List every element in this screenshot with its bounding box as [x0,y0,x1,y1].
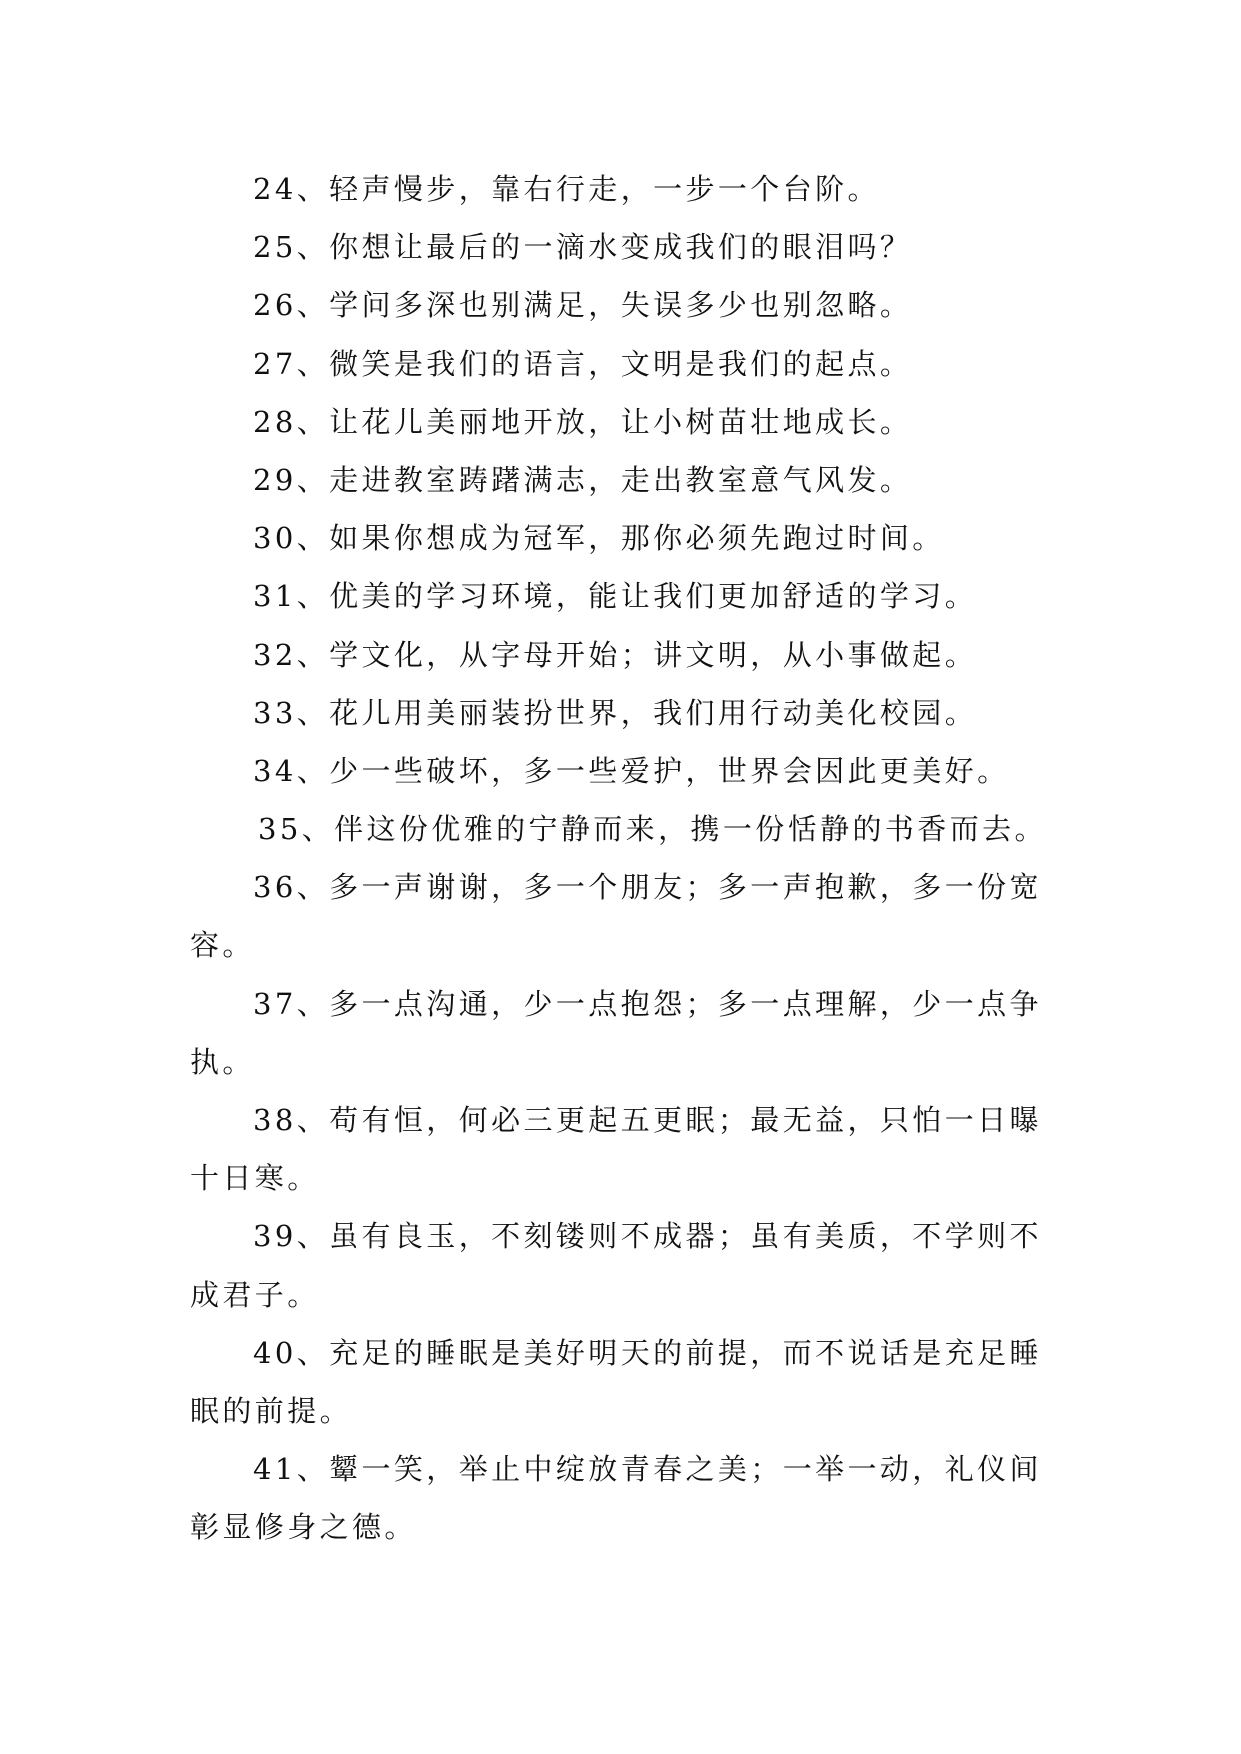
slogan-item-25: 25、你想让最后的一滴水变成我们的眼泪吗？ [253,230,913,265]
slogan-item-36-line-2: 容。 [190,928,255,963]
slogan-item-37-line-2: 执。 [190,1044,255,1079]
slogan-item-29: 29、走进教室踌躇满志，走出教室意气风发。 [253,462,913,497]
slogan-item-39-line-1: 39、虽有良玉，不刻镂则不成器；虽有美质，不学则不 [253,1219,1042,1254]
slogan-item-41-line-2: 彰显修身之德。 [190,1510,417,1545]
slogan-item-26: 26、学问多深也别满足，失误多少也别忽略。 [253,288,913,323]
slogan-item-24: 24、轻声慢步，靠右行走，一步一个台阶。 [253,172,880,206]
slogan-item-27: 27、微笑是我们的语言，文明是我们的起点。 [253,346,913,381]
slogan-item-39-line-2: 成君子。 [190,1277,320,1312]
slogan-item-33: 33、花儿用美丽装扮世界，我们用行动美化校园。 [253,695,978,730]
slogan-item-30: 30、如果你想成为冠军，那你必须先跑过时间。 [253,521,945,556]
slogan-item-38-line-1: 38、苟有恒，何必三更起五更眠；最无益，只怕一日曝 [253,1103,1042,1137]
slogan-item-36-line-1: 36、多一声谢谢，多一个朋友；多一声抱歉，多一份宽 [253,870,1042,905]
slogan-list [190,160,1050,1557]
slogan-item-34: 34、少一些破坏，多一些爱护，世界会因此更美好。 [253,753,1010,788]
slogan-item-40-line-1: 40、充足的睡眠是美好明天的前提，而不说话是充足睡 [253,1335,1042,1370]
slogan-item-37-line-1: 37、多一点沟通，少一点抱怨；多一点理解，少一点争 [253,986,1042,1021]
slogan-item-38-line-2: 十日寒。 [190,1161,320,1196]
slogan-item-41-line-1: 41、颦一笑，举止中绽放青春之美；一举一动，礼仪间 [253,1452,1042,1487]
slogan-item-32: 32、学文化，从字母开始；讲文明，从小事做起。 [253,637,978,672]
slogan-item-35: 35、伴这份优雅的宁静而来，携一份恬静的书香而去。 [258,812,1047,847]
slogan-item-40-line-2: 眠的前提。 [190,1393,353,1428]
slogan-item-31: 31、优美的学习环境，能让我们更加舒适的学习。 [253,579,978,614]
slogan-item-28: 28、让花儿美丽地开放，让小树苗壮地成长。 [253,404,913,439]
